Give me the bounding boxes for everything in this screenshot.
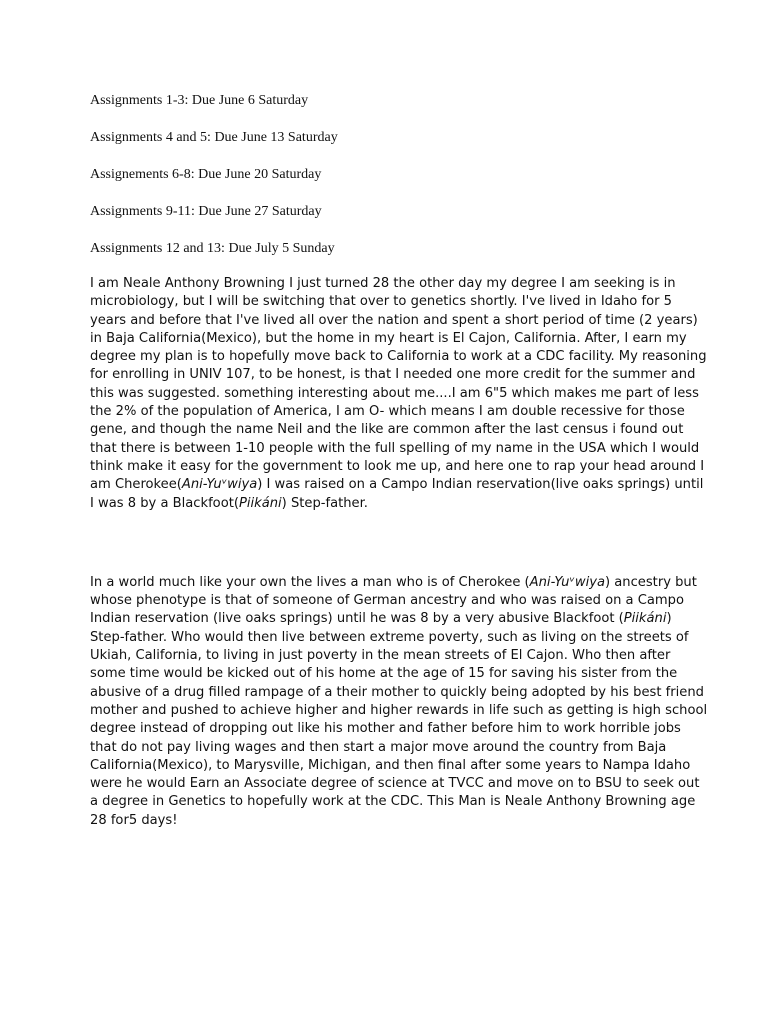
story-cherokee-name: Ani-Yuᵛwiya (529, 574, 606, 590)
intro-text: I am Neale Anthony Browning I just turned 28 the other day my degree I am seeking is in microbiology, but I will be switching that over to genetics shortly. I've lived in Idaho for 5 years and before that I've lived all over the nation and spent a short period of time (2 years) in Baja California(Mexico), but the home in my heart is El Cajon, California. After, I earn my degree my plan is to hopefully move back to California to work at a CDC facility. My reasoning for enrolling in UNIV 107, to be honest, is that I needed one more credit for the summer and this was suggested. something interesting about me....I am 6"5 which makes me part of less the 2% of the population of America, I am O- which means I am double recessive for those gene, and though the name Neil and the like are common after the last census i found out that there is between 1-10 people with the full spelling of my name in the USA which I would think make it easy for the government to look me up, and here one to rap your head around I am Cherokee( (90, 276, 707, 493)
assignment-item: Assignments 9-11: Due June 27 Saturday (90, 204, 322, 219)
intro-cherokee-name: Ani-Yuᵛwiya (181, 477, 258, 493)
intro-text: ) I was raised on a Campo Indian reservation(live oaks springs) until I was 8 by a Blackfoot( (90, 477, 704, 511)
assignment-item: Assignements 6-8: Due June 20 Saturday (90, 167, 322, 182)
intro-paragraph (90, 275, 710, 513)
intro-blackfoot-name: Piikáni (238, 495, 282, 511)
story-paragraph (90, 574, 710, 830)
intro-text: ) Step-father. (281, 495, 368, 511)
story-text: ) Step-father. Who would then live between extreme poverty, such as living on the streets of Ukiah, California, to living in just poverty in the mean streets of El Cajon. Who then after some time would be kicked out of his home at the age of 15 for saving his sister from the abusive of a drug filled rampage of a their mother to quickly being adopted by his best friend mother and pushed to achieve higher and higher rewards in life such as getting is high school degree instead of dropping out like his mother and father before him to work horrible jobs that do not pay living wages and then start a major move around the country from Baja California(Mexico), to Marysville, Michigan, and then final after some years to Nampa Idaho were he would Earn an Associate degree of science at TVCC and move on to BSU to seek out a degree in Genetics to hopefully work at the CDC. This Man is Neale Anthony Browning age 28 for5 days! (90, 611, 708, 828)
assignment-item: Assignments 12 and 13: Due July 5 Sunday (90, 241, 335, 256)
assignment-item: Assignments 4 and 5: Due June 13 Saturday (90, 130, 338, 145)
assignment-item: Assignments 1-3: Due June 6 Saturday (90, 93, 309, 108)
assignment-list (90, 90, 710, 260)
story-blackfoot-name: Piikáni (623, 611, 667, 627)
document-page (90, 90, 710, 830)
story-text: ) ancestry but whose phenotype is that of someone of German ancestry and who was raised on a Campo Indian reservation (live oaks springs) until he was 8 by a very abusive Blackfoot ( (90, 574, 697, 627)
story-text: In a world much like your own the lives a man who is of Cherokee ( (90, 574, 530, 590)
